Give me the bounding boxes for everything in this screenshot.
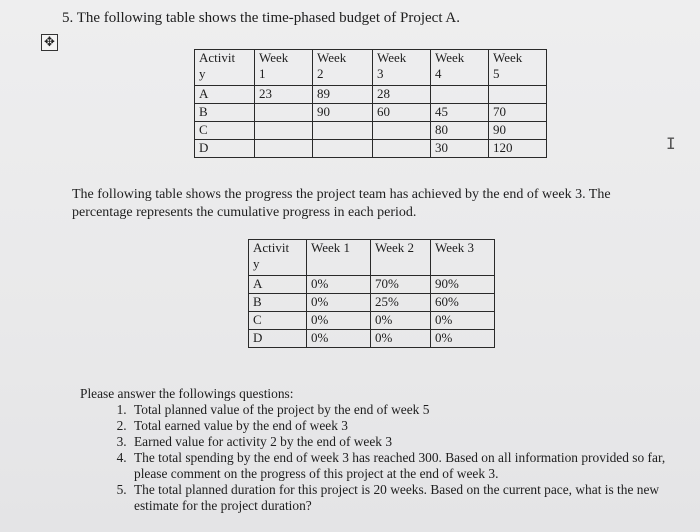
budget-header-cell: Activit y [195, 50, 255, 86]
budget-cell: D [195, 140, 255, 158]
budget-cell: 23 [255, 86, 313, 104]
question-item: 3. Earned value for activity 2 by the end of week 3 [130, 434, 690, 450]
progress-cell: 0% [307, 330, 371, 348]
question-item: 5. The total planned duration for this project is 20 weeks. Based on the current pace, what is the new estimate for the project duration? [130, 482, 690, 514]
progress-header-row [249, 240, 495, 276]
progress-row [249, 330, 495, 348]
progress-cell: 0% [371, 330, 431, 348]
progress-intro-paragraph: The following table shows the progress the project team has achieved by the end of week 3. The percentage represents the cumulative progress in each period. [72, 187, 611, 220]
table-move-handle-icon[interactable]: ✥ [41, 34, 58, 51]
budget-cell: 60 [373, 104, 431, 122]
questions-list [80, 402, 690, 514]
progress-cell: 70% [371, 276, 431, 294]
progress-table [248, 239, 495, 348]
budget-cell: 80 [431, 122, 489, 140]
question-item: 2. Total earned value by the end of week 3 [130, 418, 690, 434]
question-item: 4. The total spending by the end of week 3 has reached 300. Based on all information provided so far, please comment on the progress of this project at the end of week 3. [130, 450, 690, 482]
text-cursor-icon: I [666, 134, 676, 153]
question-item: 1. Total planned value of the project by the end of week 5 [130, 402, 690, 418]
budget-header-cell: Week 4 [431, 50, 489, 86]
budget-cell [255, 140, 313, 158]
budget-header-cell: Week 1 [255, 50, 313, 86]
question-text: The following table shows the time-phased budget of Project A. [76, 10, 460, 26]
budget-row [195, 140, 547, 158]
progress-cell: 0% [307, 276, 371, 294]
budget-cell [313, 140, 373, 158]
budget-header-cell: Week 2 [313, 50, 373, 86]
budget-row [195, 104, 547, 122]
progress-header-cell: Week 1 [307, 240, 371, 276]
budget-cell [373, 122, 431, 140]
budget-cell [373, 140, 431, 158]
questions-lead: Please answer the followings questions: [80, 386, 294, 401]
budget-header-row [195, 50, 547, 86]
progress-cell: 0% [307, 312, 371, 330]
progress-cell: 90% [431, 276, 495, 294]
progress-cell: 0% [371, 312, 431, 330]
budget-cell: B [195, 104, 255, 122]
budget-cell: 90 [489, 122, 547, 140]
budget-cell: 120 [489, 140, 547, 158]
progress-cell: 25% [371, 294, 431, 312]
progress-row [249, 312, 495, 330]
question-number: 5. [62, 10, 74, 26]
budget-cell: 28 [373, 86, 431, 104]
progress-row [249, 276, 495, 294]
progress-cell: B [249, 294, 307, 312]
budget-cell [431, 86, 489, 104]
questions-section [80, 386, 690, 514]
budget-cell: A [195, 86, 255, 104]
budget-cell: 70 [489, 104, 547, 122]
progress-cell: 60% [431, 294, 495, 312]
progress-cell: 0% [431, 312, 495, 330]
budget-cell: 30 [431, 140, 489, 158]
budget-cell: 90 [313, 104, 373, 122]
progress-header-cell: Activit y [249, 240, 307, 276]
budget-cell [255, 104, 313, 122]
budget-header-cell: Week 5 [489, 50, 547, 86]
progress-cell: A [249, 276, 307, 294]
progress-cell: C [249, 312, 307, 330]
budget-cell: C [195, 122, 255, 140]
budget-table [194, 49, 547, 158]
budget-row [195, 86, 547, 104]
progress-header-cell: Week 3 [431, 240, 495, 276]
progress-cell: D [249, 330, 307, 348]
budget-cell: 89 [313, 86, 373, 104]
budget-cell [489, 86, 547, 104]
progress-header-cell: Week 2 [371, 240, 431, 276]
question-title [62, 10, 460, 27]
budget-row [195, 122, 547, 140]
progress-row [249, 294, 495, 312]
progress-cell: 0% [307, 294, 371, 312]
budget-cell [255, 122, 313, 140]
budget-cell [313, 122, 373, 140]
progress-cell: 0% [431, 330, 495, 348]
budget-header-cell: Week 3 [373, 50, 431, 86]
budget-cell: 45 [431, 104, 489, 122]
